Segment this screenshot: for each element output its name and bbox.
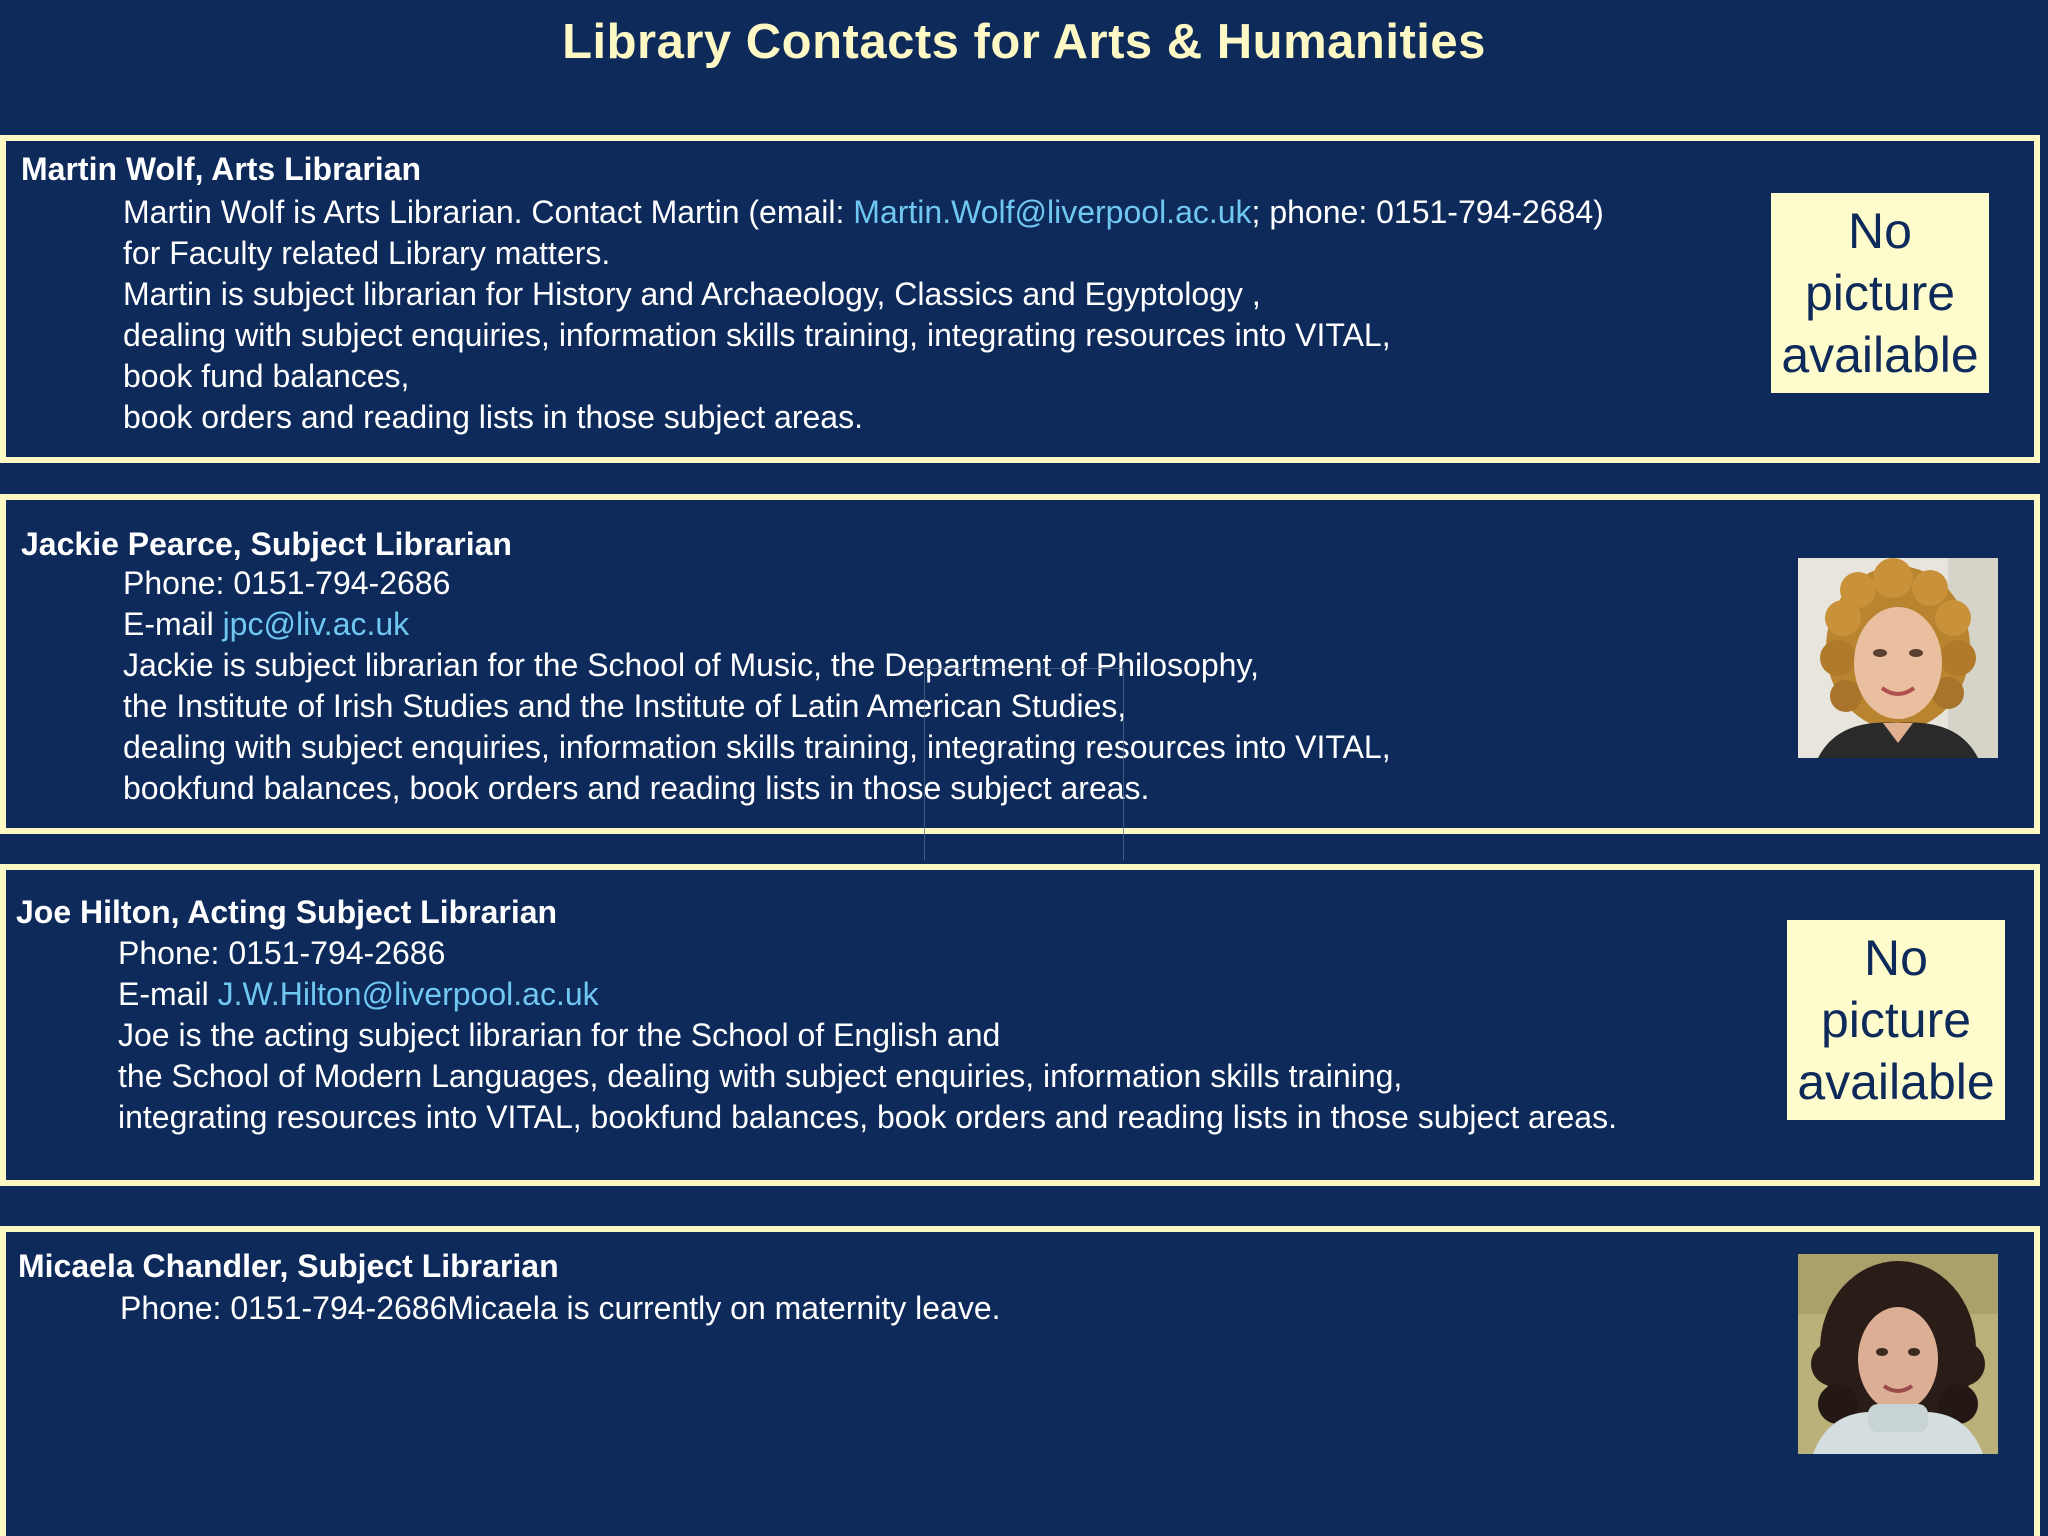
contact-line: book orders and reading lists in those subject areas. — [123, 399, 863, 435]
no-picture-placeholder: No picture available — [1787, 920, 2005, 1120]
email-link[interactable]: J.W.Hilton@liverpool.ac.uk — [217, 976, 599, 1012]
page-title: Library Contacts for Arts & Humanities — [562, 15, 1486, 69]
contact-phone: Phone: 0151-794-2686 — [118, 935, 446, 971]
faint-outline-box — [924, 668, 1124, 860]
contact-line: integrating resources into VITAL, bookfund balances, book orders and reading lists in those subject areas. — [118, 1099, 1617, 1135]
contact-name: Micaela Chandler, Subject Librarian — [18, 1248, 559, 1284]
no-picture-placeholder: No picture available — [1771, 193, 1989, 393]
contact-line: book fund balances, — [123, 358, 410, 394]
contact-card-martin-wolf — [0, 135, 2040, 463]
contact-line: dealing with subject enquiries, information skills training, integrating resources into VITAL, — [123, 729, 1391, 765]
contact-name: Martin Wolf, Arts Librarian — [21, 151, 422, 187]
contact-line: E-mail J.W.Hilton@liverpool.ac.uk — [118, 976, 599, 1012]
contact-line: dealing with subject enquiries, information skills training, integrating resources into VITAL, — [123, 317, 1391, 353]
contact-details — [123, 563, 1391, 809]
contact-line: for Faculty related Library matters. — [123, 235, 611, 271]
email-link[interactable]: jpc@liv.ac.uk — [222, 606, 410, 642]
portrait-photo-icon — [1798, 558, 1998, 758]
contact-line: E-mail jpc@liv.ac.uk — [123, 606, 410, 642]
contact-line: Martin Wolf is Arts Librarian. Contact Martin (email: Martin.Wolf@liverpool.ac.uk; phone: 0151-794-2684) — [123, 194, 1604, 230]
email-link[interactable]: Martin.Wolf@liverpool.ac.uk — [853, 194, 1252, 230]
contact-details — [120, 1288, 1001, 1329]
contact-line: the Institute of Irish Studies and the Institute of Latin American Studies, — [123, 688, 1127, 724]
contact-phone: Phone: 0151-794-2686 — [123, 565, 451, 601]
contact-details — [123, 192, 1604, 438]
contact-line: Martin is subject librarian for History and Archaeology, Classics and Egyptology , — [123, 276, 1261, 312]
contact-card-micaela-chandler — [0, 1226, 2040, 1536]
portrait-photo-icon — [1798, 1254, 1998, 1454]
contact-line: Joe is the acting subject librarian for the School of English and — [118, 1017, 1001, 1053]
contact-name: Joe Hilton, Acting Subject Librarian — [16, 894, 558, 930]
portrait-photo-icon — [1798, 1254, 1998, 1454]
contact-name: Jackie Pearce, Subject Librarian — [21, 526, 512, 562]
contact-phone-note: Phone: 0151-794-2686Micaela is currently on maternity leave. — [120, 1290, 1001, 1326]
contact-line: Jackie is subject librarian for the School of Music, the Department of Philosophy, — [123, 647, 1259, 683]
contact-details — [118, 933, 1617, 1138]
portrait-photo-icon — [1798, 558, 1998, 758]
contact-line: bookfund balances, book orders and reading lists in those subject areas. — [123, 770, 1150, 806]
contact-card-joe-hilton — [0, 864, 2040, 1186]
contact-line: the School of Modern Languages, dealing with subject enquiries, information skills training, — [118, 1058, 1403, 1094]
